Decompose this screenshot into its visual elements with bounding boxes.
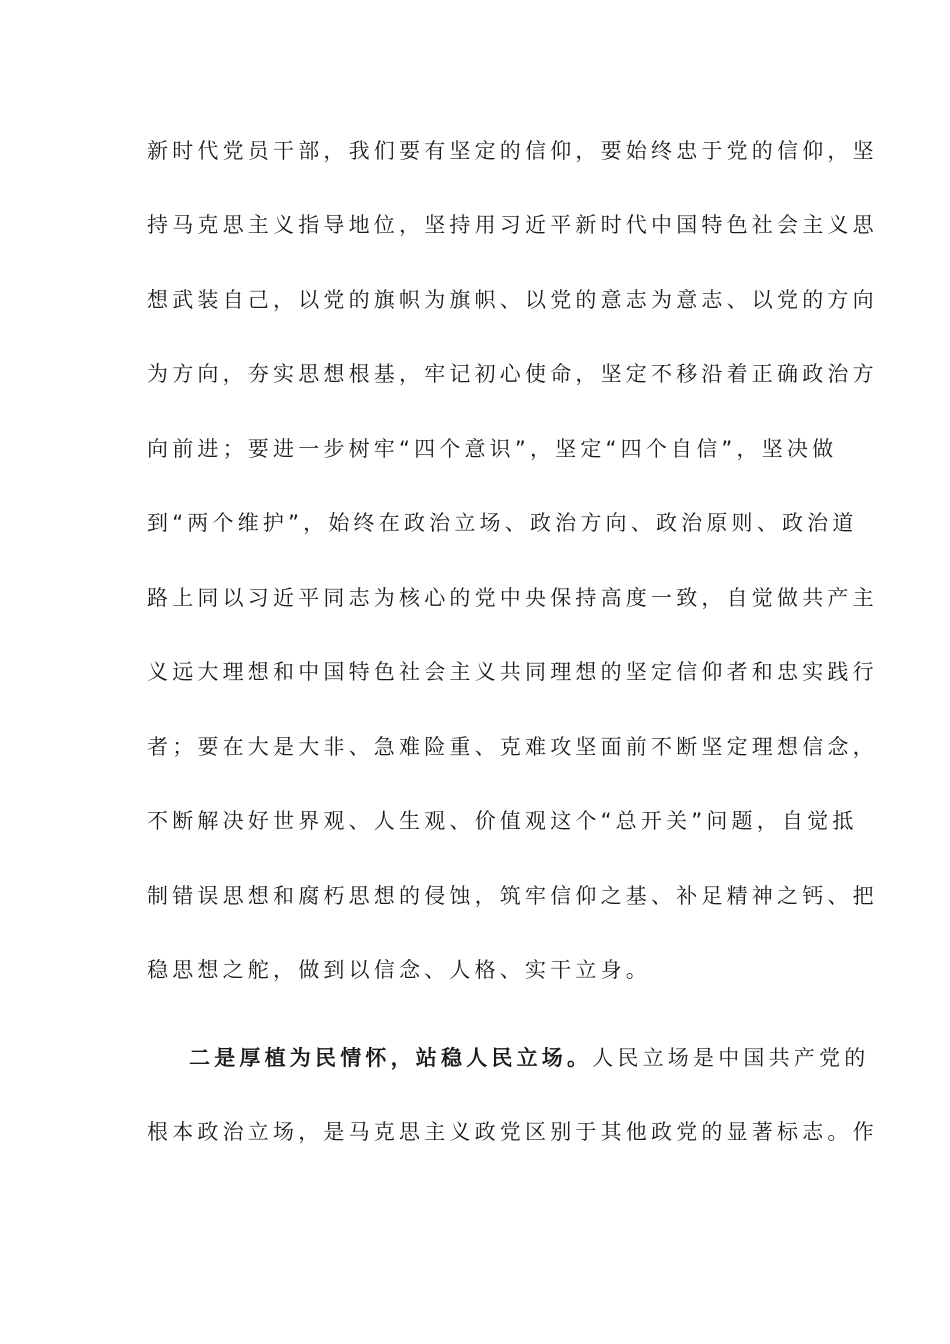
body-text-line: 义远大理想和中国特色社会主义共同理想的坚定信仰者和忠实践行 (147, 660, 878, 684)
body-text-line: 向前进；要进一步树牢“四个意识”，坚定“四个自信”，坚决做 (147, 437, 838, 461)
paragraph-text: 人民立场是中国共产党的 (592, 1046, 870, 1070)
body-text-line: 制错误思想和腐朽思想的侵蚀，筑牢信仰之基、补足精神之钙、把 (147, 884, 878, 908)
body-text-line: 者；要在大是大非、急难险重、克难攻坚面前不断坚定理想信念， (147, 735, 878, 759)
body-text-line: 持马克思主义指导地位，坚持用习近平新时代中国特色社会主义思 (147, 213, 878, 237)
body-text-line: 路上同以习近平同志为核心的党中央保持高度一致，自觉做共产主 (147, 586, 878, 610)
paragraph-heading: 二是厚植为民情怀，站稳人民立场。 (189, 1046, 593, 1070)
body-text-line: 不断解决好世界观、人生观、价值观这个“总开关”问题，自觉抵 (147, 809, 858, 833)
body-text-line: 新时代党员干部，我们要有坚定的信仰，要始终忠于党的信仰，坚 (147, 139, 878, 163)
body-text-line: 稳思想之舵，做到以信念、人格、实干立身。 (147, 958, 651, 982)
body-text-line: 到“两个维护”，始终在政治立场、政治方向、政治原则、政治道 (147, 511, 858, 535)
body-text-line: 根本政治立场，是马克思主义政党区别于其他政党的显著标志。作 (147, 1120, 878, 1144)
body-text-line: 为方向，夯实思想根基，牢记初心使命，坚定不移沿着正确政治方 (147, 362, 878, 386)
body-text-line: 想武装自己，以党的旗帜为旗帜、以党的意志为意志、以党的方向 (147, 288, 878, 312)
paragraph-first-line (189, 1041, 870, 1075)
